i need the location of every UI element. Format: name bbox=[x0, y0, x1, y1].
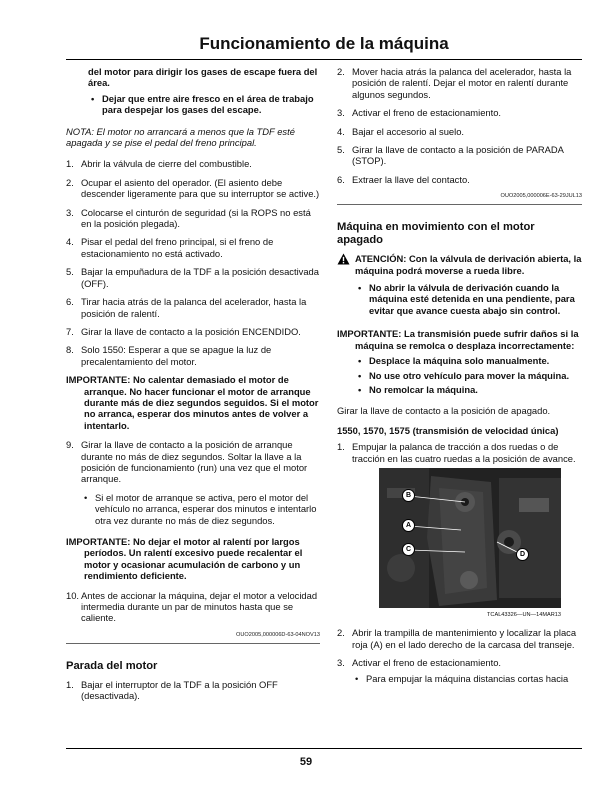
step-text: Girar la llave de contacto a la posición de PARADA (STOP). bbox=[352, 144, 564, 167]
bullet-dot-icon: • bbox=[358, 383, 362, 395]
step-3 bbox=[66, 207, 320, 230]
step-number: 6. bbox=[337, 173, 345, 185]
step-text: Bajar el interruptor de la TDF a la posición OFF (desactivada). bbox=[81, 678, 278, 702]
step-number: 1. bbox=[337, 441, 345, 453]
step-4 bbox=[66, 236, 320, 259]
section-heading-stop: Parada del motor bbox=[66, 659, 158, 672]
step-10 bbox=[66, 590, 320, 624]
important-starter: IMPORTANTE: No calentar demasiado el motor de arranque. No hacer funcionar el motor de arranque durante más de diez segundos seguidos. Si el motor no arranca, esperar dos minutos antes de volver a intentarlo. bbox=[66, 374, 319, 431]
callout-a: A bbox=[402, 519, 415, 532]
important-bullet bbox=[355, 355, 582, 366]
step-number: 5. bbox=[337, 144, 345, 156]
step-text: Girar la llave de contacto a la posición de arranque durante no más de diez segundos. Soltar la llave a la posición de funcionamiento (run) una vez que el motor arranque. bbox=[81, 439, 308, 485]
page-number: 59 bbox=[299, 756, 313, 768]
step-7 bbox=[66, 326, 320, 337]
step-2 bbox=[66, 177, 320, 200]
bullet-text: No remolcar la máquina. bbox=[369, 383, 478, 395]
transaxle-photo bbox=[379, 468, 561, 608]
step-text: Activar el freno de estacionamiento. bbox=[352, 107, 502, 119]
step-number: 10. bbox=[66, 589, 80, 601]
step-number: 7. bbox=[66, 325, 74, 337]
exhaust-bullet bbox=[88, 93, 320, 116]
step-number: 2. bbox=[337, 627, 345, 639]
step-6 bbox=[66, 296, 320, 319]
step-text: Bajar el accesorio al suelo. bbox=[352, 125, 465, 137]
step-9-bullet bbox=[81, 492, 320, 526]
page-title: Funcionamiento de la máquina bbox=[199, 34, 449, 53]
footer-rule bbox=[66, 748, 582, 749]
important-bullet bbox=[355, 384, 582, 395]
bullet-dot-icon: • bbox=[84, 491, 88, 503]
step-text: Tirar hacia atrás de la palanca del acelerador, hasta la posición de ralentí. bbox=[81, 296, 307, 319]
bullet-dot-icon: • bbox=[358, 282, 362, 294]
step-text: Abrir la trampilla de mantenimiento y localizar la placa roja (A) en el lado derecho de la carcasa del transeje. bbox=[352, 627, 577, 650]
bullet-text: Para empujar la máquina distancias cortas hacia bbox=[366, 672, 569, 684]
step-1 bbox=[66, 158, 320, 169]
caution-bullet bbox=[355, 282, 582, 316]
step-text: Girar la llave de contacto a la posición ENCENDIDO. bbox=[81, 325, 301, 337]
step-8 bbox=[66, 344, 320, 367]
step-text: Pisar el pedal del freno principal, si el freno de estacionamiento no está activado. bbox=[81, 236, 274, 259]
callout-d: D bbox=[516, 548, 529, 561]
photo-caption: TCAL43326—UN—14MAR13 bbox=[487, 611, 561, 618]
bullet-text: No abrir la válvula de derivación cuando la máquina esté detenida en una pendiente, para evitar que avance cuesta abajo sin control. bbox=[369, 282, 575, 316]
step-number: 3. bbox=[337, 657, 345, 669]
warning-triangle-icon bbox=[337, 253, 350, 265]
bullet-text: Si el motor de arranque se activa, pero el motor del vehículo no arranca, esperar dos minutos e intentarlo otra vez durante no más de diez segundos. bbox=[95, 491, 317, 526]
step-number: 4. bbox=[337, 125, 345, 137]
push-step-2 bbox=[337, 627, 582, 650]
section-divider bbox=[337, 204, 582, 205]
models-heading: 1550, 1570, 1575 (transmisión de velocidad única) bbox=[337, 424, 559, 436]
section-heading-moving: Máquina en movimiento con el motor apagado bbox=[337, 221, 535, 247]
step-number: 2. bbox=[66, 176, 74, 188]
reference-code: OUO2005,000006D-63-04NOV13 bbox=[236, 631, 320, 638]
key-off-text: Girar la llave de contacto a la posición de apagado. bbox=[337, 405, 551, 417]
bullet-text: No use otro vehículo para mover la máquina. bbox=[369, 369, 570, 381]
step-number: 3. bbox=[337, 107, 345, 119]
bullet-dot-icon: • bbox=[358, 355, 362, 367]
caution-block bbox=[337, 253, 582, 276]
continued-text: del motor para dirigir los gases de escape fuera del área. bbox=[88, 66, 318, 89]
push-bullet bbox=[352, 673, 582, 684]
push-step-1 bbox=[337, 441, 582, 464]
step-9 bbox=[66, 439, 320, 485]
caution-text: ATENCIÓN: Con la válvula de derivación abierta, la máquina podrá moverse a rueda libre. bbox=[355, 253, 582, 276]
callout-b: B bbox=[402, 489, 415, 502]
callout-c: C bbox=[402, 543, 415, 556]
stop-step-1 bbox=[66, 679, 320, 702]
section-divider bbox=[66, 643, 320, 644]
step-number: 3. bbox=[66, 206, 74, 218]
important-idle: IMPORTANTE: No dejar el motor al ralentí por largos períodos. Un ralentí excesivo puede recalentar el motor y ocasionar acumulación de carbono y un rendimiento deficiente. bbox=[66, 536, 303, 582]
step-number: 2. bbox=[337, 66, 345, 77]
step-number: 1. bbox=[66, 678, 74, 690]
step-text: Extraer la llave del contacto. bbox=[352, 173, 470, 185]
right-column bbox=[337, 66, 582, 689]
stop-step-3 bbox=[337, 107, 582, 118]
stop-step-2 bbox=[337, 66, 582, 100]
important-transmission: IMPORTANTE: La transmisión puede sufrir daños si la máquina se remolca o desplaza incorrectamente: bbox=[337, 328, 579, 351]
step-text: Colocarse el cinturón de seguridad (si la ROPS no está en la posición plegada). bbox=[81, 206, 311, 230]
step-number: 4. bbox=[66, 236, 74, 248]
bullet-dot-icon: • bbox=[91, 92, 95, 104]
bullet-dot-icon: • bbox=[355, 672, 359, 684]
step-5 bbox=[66, 266, 320, 289]
stop-step-6 bbox=[337, 174, 582, 185]
important-bullet bbox=[355, 370, 582, 381]
step-number: 6. bbox=[66, 296, 74, 308]
step-number: 8. bbox=[66, 344, 74, 356]
bullet-dot-icon: • bbox=[358, 369, 362, 381]
stop-step-4 bbox=[337, 126, 582, 137]
step-number: 9. bbox=[66, 439, 74, 451]
step-text: Mover hacia atrás la palanca del acelerador, hasta la posición de ralentí. Dejar el motor en ralentí durante algunos segundos. bbox=[352, 66, 572, 100]
step-number: 1. bbox=[66, 158, 74, 170]
step-text: Empujar la palanca de tracción a dos ruedas o de tracción en las cuatro ruedas a la posición de avance. bbox=[352, 441, 576, 464]
step-text: Activar el freno de estacionamiento. bbox=[352, 657, 502, 669]
step-text: Abrir la válvula de cierre del combustible. bbox=[81, 158, 252, 170]
bullet-text: Desplace la máquina solo manualmente. bbox=[369, 355, 550, 367]
title-rule bbox=[66, 59, 582, 60]
step-text: Bajar la empuñadura de la TDF a la posición desactivada (OFF). bbox=[81, 266, 319, 289]
step-text: Ocupar el asiento del operador. (El asiento debe descender ligeramente para que su interruptor se active.) bbox=[81, 176, 320, 200]
left-column bbox=[66, 66, 320, 709]
step-text: Solo 1550: Esperar a que se apague la luz de precalentamiento del motor. bbox=[81, 344, 272, 367]
stop-step-5 bbox=[337, 144, 582, 167]
step-number: 5. bbox=[66, 266, 74, 278]
reference-code: OUO2005,000006E-63-29JUL13 bbox=[500, 193, 582, 200]
bullet-text: Dejar que entre aire fresco en el área de trabajo para despejar los gases del escape. bbox=[102, 92, 314, 116]
note-text: NOTA: El motor no arrancará a menos que la TDF esté apagada y se pise el pedal del freno principal. bbox=[66, 125, 295, 149]
step-text: Antes de accionar la máquina, dejar el motor a velocidad intermedia durante un par de minutos hasta que se caliente. bbox=[81, 589, 318, 624]
push-step-3 bbox=[337, 657, 582, 668]
